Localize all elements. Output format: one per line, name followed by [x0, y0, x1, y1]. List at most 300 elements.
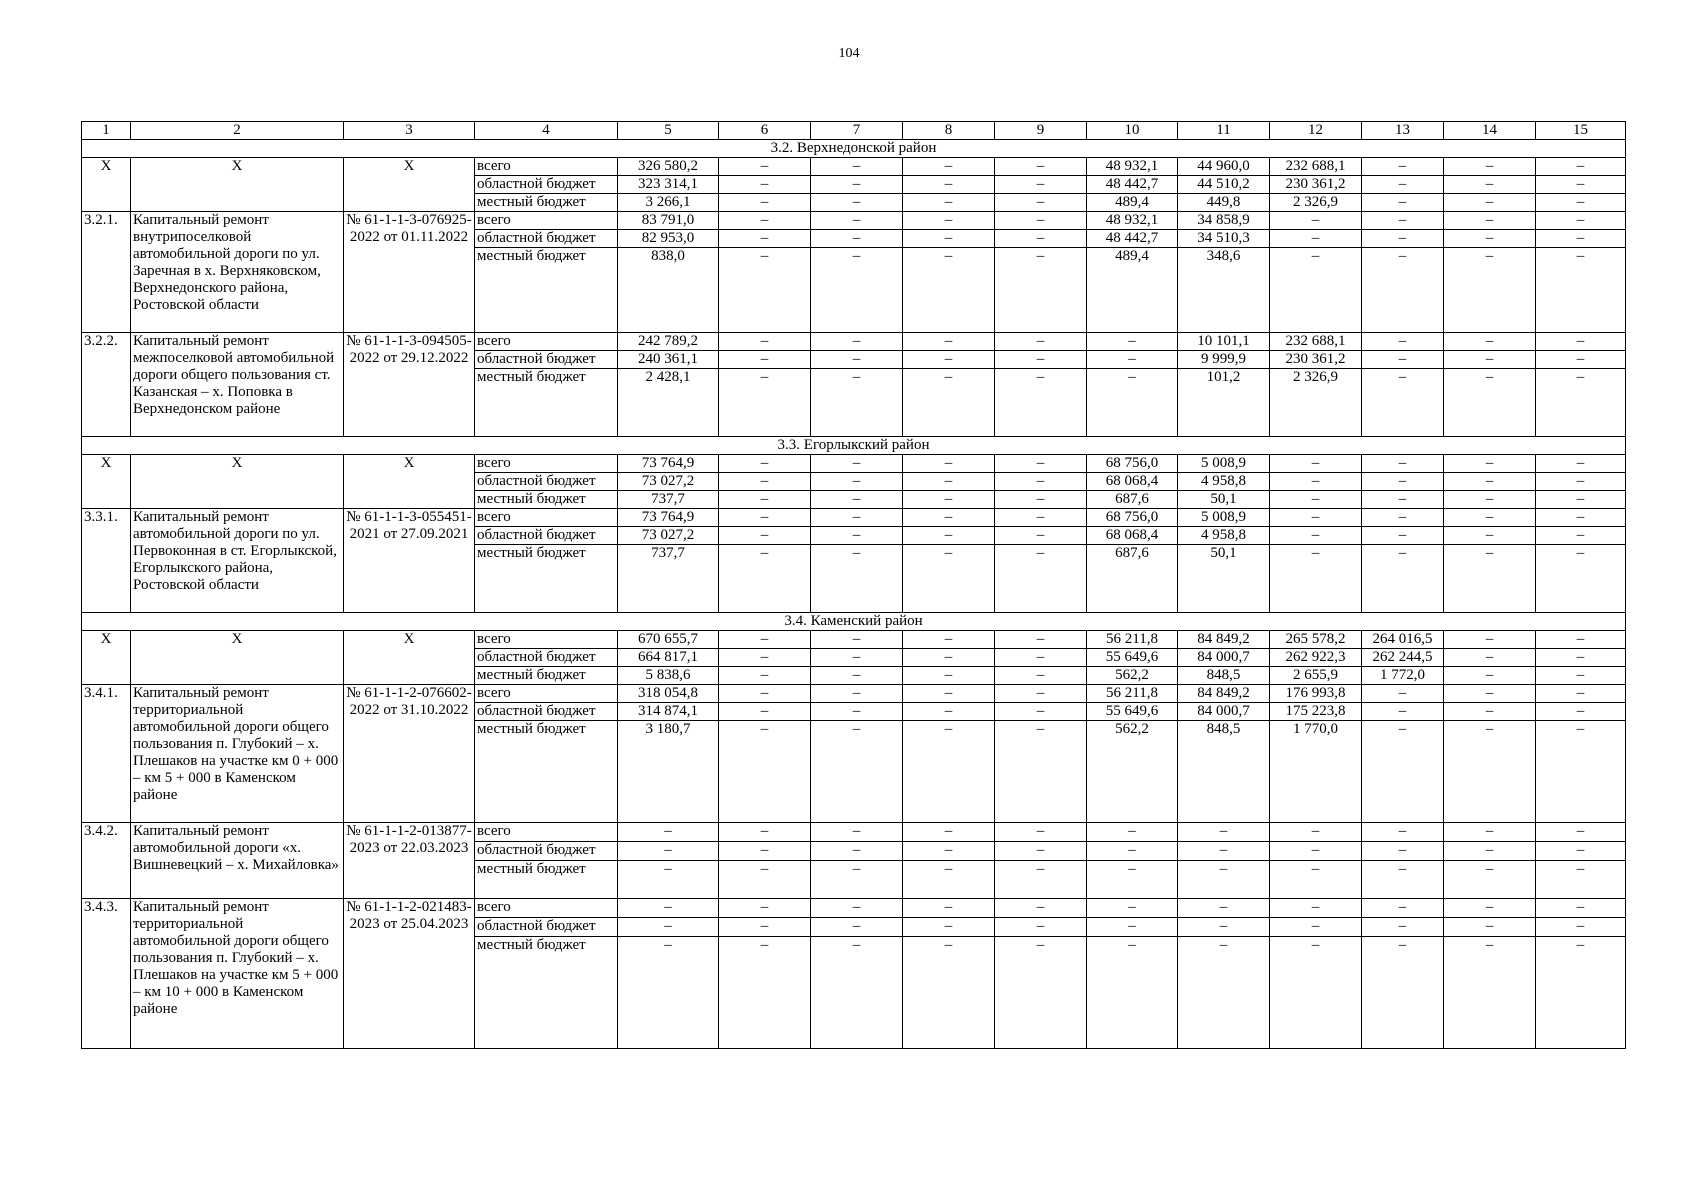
value-cell: – [1362, 527, 1444, 545]
column-header-row [82, 122, 1626, 140]
value-cell: – [719, 649, 811, 667]
value-cell: – [1444, 527, 1536, 545]
value-cell: 73 764,9 [618, 509, 719, 527]
funding-source: всего [475, 509, 618, 527]
value-cell: 262 922,3 [1270, 649, 1362, 667]
funding-source: местный бюджет [475, 861, 618, 899]
value-cell: – [811, 631, 903, 649]
value-cell: – [811, 351, 903, 369]
value-cell: – [1362, 158, 1444, 176]
value-cell: 232 688,1 [1270, 333, 1362, 351]
value-cell: – [719, 248, 811, 333]
value-cell: 44 960,0 [1178, 158, 1270, 176]
value-cell: 232 688,1 [1270, 158, 1362, 176]
value-cell: – [811, 667, 903, 685]
document-number: Х [344, 455, 475, 509]
value-cell: – [719, 351, 811, 369]
value-cell: – [811, 649, 903, 667]
value-cell: – [1444, 842, 1536, 861]
value-cell: 48 442,7 [1087, 230, 1178, 248]
object-name: Капитальный ремонт межпоселковой автомобильной дороги общего пользования ст. Казанская – х. Поповка в Верхнедонском районе [131, 333, 344, 437]
value-cell: 34 858,9 [1178, 212, 1270, 230]
table-row [82, 899, 1626, 918]
value-cell: 326 580,2 [618, 158, 719, 176]
value-cell: – [1536, 351, 1626, 369]
value-cell: 230 361,2 [1270, 351, 1362, 369]
value-cell: 262 244,5 [1362, 649, 1444, 667]
value-cell: – [995, 491, 1087, 509]
value-cell: 848,5 [1178, 721, 1270, 823]
value-cell: – [903, 158, 995, 176]
funding-source: местный бюджет [475, 369, 618, 437]
value-cell: – [719, 455, 811, 473]
row-number: Х [82, 455, 131, 509]
value-cell: – [903, 230, 995, 248]
value-cell: 449,8 [1178, 194, 1270, 212]
value-cell: – [1444, 823, 1536, 842]
table-row [82, 685, 1626, 703]
value-cell: 84 000,7 [1178, 703, 1270, 721]
value-cell: – [1444, 918, 1536, 937]
column-header: 6 [719, 122, 811, 140]
funding-source: областной бюджет [475, 649, 618, 667]
value-cell: – [1444, 861, 1536, 899]
object-name: Х [131, 455, 344, 509]
value-cell: – [1270, 918, 1362, 937]
value-cell: – [995, 667, 1087, 685]
column-header: 12 [1270, 122, 1362, 140]
value-cell: – [1444, 649, 1536, 667]
value-cell: – [1444, 473, 1536, 491]
value-cell: – [811, 491, 903, 509]
value-cell: – [1444, 212, 1536, 230]
value-cell: – [903, 527, 995, 545]
funding-source: местный бюджет [475, 248, 618, 333]
value-cell: – [903, 861, 995, 899]
table-row [82, 455, 1626, 473]
value-cell: – [995, 455, 1087, 473]
value-cell: – [1362, 176, 1444, 194]
value-cell: – [1362, 861, 1444, 899]
funding-source: всего [475, 333, 618, 351]
value-cell: – [719, 937, 811, 1049]
value-cell: – [811, 473, 903, 491]
value-cell: 2 655,9 [1270, 667, 1362, 685]
value-cell: – [1362, 509, 1444, 527]
value-cell: – [1536, 455, 1626, 473]
value-cell: – [903, 685, 995, 703]
funding-source: областной бюджет [475, 176, 618, 194]
value-cell: – [1444, 194, 1536, 212]
value-cell: – [811, 455, 903, 473]
value-cell: – [903, 176, 995, 194]
value-cell: – [1362, 721, 1444, 823]
value-cell: 10 101,1 [1178, 333, 1270, 351]
value-cell: – [1536, 861, 1626, 899]
section-title: 3.3. Егорлыкский район [82, 437, 1626, 455]
value-cell: 240 361,1 [618, 351, 719, 369]
value-cell: – [1536, 333, 1626, 351]
column-header: 1 [82, 122, 131, 140]
value-cell: – [811, 333, 903, 351]
value-cell: – [995, 918, 1087, 937]
value-cell: 562,2 [1087, 721, 1178, 823]
value-cell: – [1444, 351, 1536, 369]
column-header: 15 [1536, 122, 1626, 140]
page-number: 104 [838, 46, 860, 61]
value-cell: – [1536, 842, 1626, 861]
value-cell: – [811, 918, 903, 937]
value-cell: – [1362, 491, 1444, 509]
value-cell: – [1444, 455, 1536, 473]
value-cell: – [903, 212, 995, 230]
value-cell: 5 008,9 [1178, 455, 1270, 473]
value-cell: – [719, 333, 811, 351]
value-cell: – [1444, 703, 1536, 721]
value-cell: 348,6 [1178, 248, 1270, 333]
object-name: Капитальный ремонт внутрипоселковой автомобильной дороги по ул. Заречная в х. Верхняковском, Верхнедонского района, Ростовской области [131, 212, 344, 333]
value-cell: – [811, 194, 903, 212]
value-cell: 2 326,9 [1270, 369, 1362, 437]
value-cell: – [903, 333, 995, 351]
value-cell: – [1087, 861, 1178, 899]
value-cell: – [1362, 230, 1444, 248]
column-header: 9 [995, 122, 1087, 140]
value-cell: – [995, 473, 1087, 491]
value-cell: – [1087, 842, 1178, 861]
value-cell: – [719, 918, 811, 937]
value-cell: – [1444, 491, 1536, 509]
value-cell: 318 054,8 [618, 685, 719, 703]
value-cell: – [1362, 369, 1444, 437]
value-cell: – [1444, 369, 1536, 437]
value-cell: – [1536, 194, 1626, 212]
value-cell: 55 649,6 [1087, 649, 1178, 667]
value-cell: – [1362, 842, 1444, 861]
funding-source: всего [475, 158, 618, 176]
value-cell: 737,7 [618, 491, 719, 509]
value-cell: 264 016,5 [1362, 631, 1444, 649]
value-cell: – [1362, 545, 1444, 613]
value-cell: – [1362, 685, 1444, 703]
value-cell: – [618, 899, 719, 918]
funding-source: местный бюджет [475, 667, 618, 685]
value-cell: – [1270, 230, 1362, 248]
value-cell: – [903, 473, 995, 491]
object-name: Х [131, 158, 344, 212]
value-cell: – [719, 212, 811, 230]
value-cell: – [903, 667, 995, 685]
object-name: Капитальный ремонт территориальной автомобильной дороги общего пользования п. Глубокий – х. Плешаков на участке км 0 + 000 – км 5 + 000 в Каменском районе [131, 685, 344, 823]
value-cell: – [903, 937, 995, 1049]
column-header: 3 [344, 122, 475, 140]
value-cell: 56 211,8 [1087, 685, 1178, 703]
row-number: 3.4.3. [82, 899, 131, 1049]
value-cell: – [1270, 473, 1362, 491]
value-cell: 55 649,6 [1087, 703, 1178, 721]
object-name: Капитальный ремонт автомобильной дороги по ул. Первоконная в ст. Егорлыкской, Егорлыкского района, Ростовской области [131, 509, 344, 613]
value-cell: – [1178, 861, 1270, 899]
value-cell: – [719, 176, 811, 194]
column-header: 11 [1178, 122, 1270, 140]
value-cell: 687,6 [1087, 491, 1178, 509]
value-cell: – [811, 721, 903, 823]
row-number: 3.2.1. [82, 212, 131, 333]
value-cell: – [719, 899, 811, 918]
value-cell: 84 849,2 [1178, 685, 1270, 703]
value-cell: 84 000,7 [1178, 649, 1270, 667]
value-cell: – [811, 545, 903, 613]
funding-source: всего [475, 685, 618, 703]
row-number: 3.2.2. [82, 333, 131, 437]
value-cell: – [903, 842, 995, 861]
value-cell: – [995, 248, 1087, 333]
value-cell: – [903, 194, 995, 212]
value-cell: – [995, 861, 1087, 899]
column-header: 5 [618, 122, 719, 140]
value-cell: – [719, 721, 811, 823]
value-cell: – [995, 685, 1087, 703]
column-header: 10 [1087, 122, 1178, 140]
funding-source: областной бюджет [475, 230, 618, 248]
value-cell: – [719, 685, 811, 703]
value-cell: – [1536, 176, 1626, 194]
value-cell: 9 999,9 [1178, 351, 1270, 369]
value-cell: – [1536, 473, 1626, 491]
value-cell: – [719, 703, 811, 721]
value-cell: – [719, 545, 811, 613]
value-cell: – [1536, 527, 1626, 545]
value-cell: – [811, 861, 903, 899]
value-cell: – [719, 194, 811, 212]
section-row [82, 140, 1626, 158]
value-cell: – [1536, 369, 1626, 437]
value-cell: – [1536, 685, 1626, 703]
funding-source: областной бюджет [475, 527, 618, 545]
value-cell: 83 791,0 [618, 212, 719, 230]
value-cell: – [995, 721, 1087, 823]
value-cell: – [811, 685, 903, 703]
table-row [82, 212, 1626, 230]
value-cell: – [1270, 455, 1362, 473]
value-cell: – [995, 369, 1087, 437]
value-cell: 1 772,0 [1362, 667, 1444, 685]
value-cell: 314 874,1 [618, 703, 719, 721]
funding-source: местный бюджет [475, 194, 618, 212]
value-cell: – [903, 649, 995, 667]
object-name: Капитальный ремонт автомобильной дороги «х. Вишневецкий – х. Михайловка» [131, 823, 344, 899]
value-cell: – [811, 158, 903, 176]
value-cell: – [903, 455, 995, 473]
value-cell: – [995, 176, 1087, 194]
value-cell: – [811, 823, 903, 842]
table-row [82, 509, 1626, 527]
value-cell: – [811, 212, 903, 230]
funding-source: областной бюджет [475, 473, 618, 491]
value-cell: – [1270, 545, 1362, 613]
row-number: Х [82, 158, 131, 212]
value-cell: – [811, 899, 903, 918]
value-cell: 687,6 [1087, 545, 1178, 613]
funding-source: областной бюджет [475, 703, 618, 721]
value-cell: – [1536, 649, 1626, 667]
value-cell: – [1536, 509, 1626, 527]
value-cell: – [811, 842, 903, 861]
value-cell: 48 932,1 [1087, 212, 1178, 230]
value-cell: – [1362, 823, 1444, 842]
value-cell: – [719, 527, 811, 545]
value-cell: – [719, 509, 811, 527]
value-cell: – [1362, 703, 1444, 721]
value-cell: 175 223,8 [1270, 703, 1362, 721]
value-cell: – [719, 158, 811, 176]
value-cell: – [995, 703, 1087, 721]
section-title: 3.4. Каменский район [82, 613, 1626, 631]
value-cell: – [1536, 899, 1626, 918]
value-cell: – [1270, 212, 1362, 230]
value-cell: – [903, 703, 995, 721]
value-cell: – [903, 509, 995, 527]
object-name: Капитальный ремонт территориальной автомобильной дороги общего пользования п. Глубокий – х. Плешаков на участке км 5 + 000 – км 10 + 000 в Каменском районе [131, 899, 344, 1049]
table-row [82, 823, 1626, 842]
row-number: 3.4.2. [82, 823, 131, 899]
value-cell: – [995, 194, 1087, 212]
value-cell: – [1536, 545, 1626, 613]
value-cell: – [1536, 667, 1626, 685]
value-cell: 50,1 [1178, 545, 1270, 613]
value-cell: – [1536, 491, 1626, 509]
document-number: № 61-1-1-2-013877-2023 от 22.03.2023 [344, 823, 475, 899]
value-cell: – [1444, 899, 1536, 918]
value-cell: 176 993,8 [1270, 685, 1362, 703]
value-cell: – [1536, 248, 1626, 333]
value-cell: – [1087, 823, 1178, 842]
column-header: 14 [1444, 122, 1536, 140]
funding-source: местный бюджет [475, 937, 618, 1049]
value-cell: – [995, 351, 1087, 369]
value-cell: – [719, 631, 811, 649]
document-number: № 61-1-1-2-076602-2022 от 31.10.2022 [344, 685, 475, 823]
value-cell: – [995, 631, 1087, 649]
value-cell: – [995, 842, 1087, 861]
value-cell: – [1444, 545, 1536, 613]
value-cell: – [719, 667, 811, 685]
value-cell: – [1087, 918, 1178, 937]
value-cell: – [1178, 899, 1270, 918]
value-cell: – [1536, 937, 1626, 1049]
value-cell: – [618, 823, 719, 842]
value-cell: – [719, 230, 811, 248]
value-cell: 737,7 [618, 545, 719, 613]
funding-source: всего [475, 455, 618, 473]
value-cell: – [1087, 899, 1178, 918]
value-cell: 73 027,2 [618, 473, 719, 491]
value-cell: 242 789,2 [618, 333, 719, 351]
value-cell: – [1178, 823, 1270, 842]
value-cell: 68 756,0 [1087, 509, 1178, 527]
value-cell: – [1536, 721, 1626, 823]
value-cell: – [618, 842, 719, 861]
value-cell: 84 849,2 [1178, 631, 1270, 649]
value-cell: – [719, 473, 811, 491]
value-cell: – [903, 369, 995, 437]
value-cell: – [1444, 721, 1536, 823]
value-cell: 73 764,9 [618, 455, 719, 473]
value-cell: – [811, 703, 903, 721]
value-cell: – [995, 823, 1087, 842]
value-cell: – [903, 631, 995, 649]
funding-source: местный бюджет [475, 545, 618, 613]
value-cell: – [1444, 230, 1536, 248]
value-cell: – [811, 509, 903, 527]
funding-source: местный бюджет [475, 491, 618, 509]
value-cell: 489,4 [1087, 248, 1178, 333]
section-title: 3.2. Верхнедонской район [82, 140, 1626, 158]
value-cell: – [995, 527, 1087, 545]
value-cell: – [1362, 899, 1444, 918]
value-cell: – [719, 861, 811, 899]
value-cell: 562,2 [1087, 667, 1178, 685]
value-cell: – [903, 491, 995, 509]
value-cell: – [1444, 937, 1536, 1049]
document-number: № 61-1-1-3-094505-2022 от 29.12.2022 [344, 333, 475, 437]
value-cell: – [995, 899, 1087, 918]
value-cell: – [1444, 333, 1536, 351]
value-cell: – [719, 842, 811, 861]
value-cell: 50,1 [1178, 491, 1270, 509]
value-cell: – [1362, 918, 1444, 937]
value-cell: – [995, 212, 1087, 230]
value-cell: – [1362, 248, 1444, 333]
value-cell: – [811, 176, 903, 194]
value-cell: 489,4 [1087, 194, 1178, 212]
value-cell: – [903, 351, 995, 369]
value-cell: 68 068,4 [1087, 527, 1178, 545]
document-number: Х [344, 158, 475, 212]
value-cell: 848,5 [1178, 667, 1270, 685]
value-cell: – [811, 248, 903, 333]
value-cell: – [1536, 158, 1626, 176]
funding-source: областной бюджет [475, 918, 618, 937]
table-row [82, 631, 1626, 649]
value-cell: – [1178, 918, 1270, 937]
table-row [82, 158, 1626, 176]
value-cell: 34 510,3 [1178, 230, 1270, 248]
value-cell: – [1444, 685, 1536, 703]
value-cell: – [1444, 176, 1536, 194]
value-cell: – [1444, 158, 1536, 176]
value-cell: – [1087, 351, 1178, 369]
value-cell: – [618, 918, 719, 937]
value-cell: – [995, 158, 1087, 176]
value-cell: – [1087, 937, 1178, 1049]
value-cell: – [1536, 823, 1626, 842]
value-cell: – [618, 861, 719, 899]
value-cell: – [1270, 823, 1362, 842]
value-cell: – [903, 248, 995, 333]
value-cell: 48 442,7 [1087, 176, 1178, 194]
value-cell: 5 838,6 [618, 667, 719, 685]
column-header: 8 [903, 122, 995, 140]
document-number: № 61-1-1-2-021483-2023 от 25.04.2023 [344, 899, 475, 1049]
value-cell: – [1536, 230, 1626, 248]
funding-source: местный бюджет [475, 721, 618, 823]
funding-source: всего [475, 823, 618, 842]
funding-source: областной бюджет [475, 842, 618, 861]
value-cell: – [995, 230, 1087, 248]
value-cell: 68 068,4 [1087, 473, 1178, 491]
value-cell: 2 326,9 [1270, 194, 1362, 212]
